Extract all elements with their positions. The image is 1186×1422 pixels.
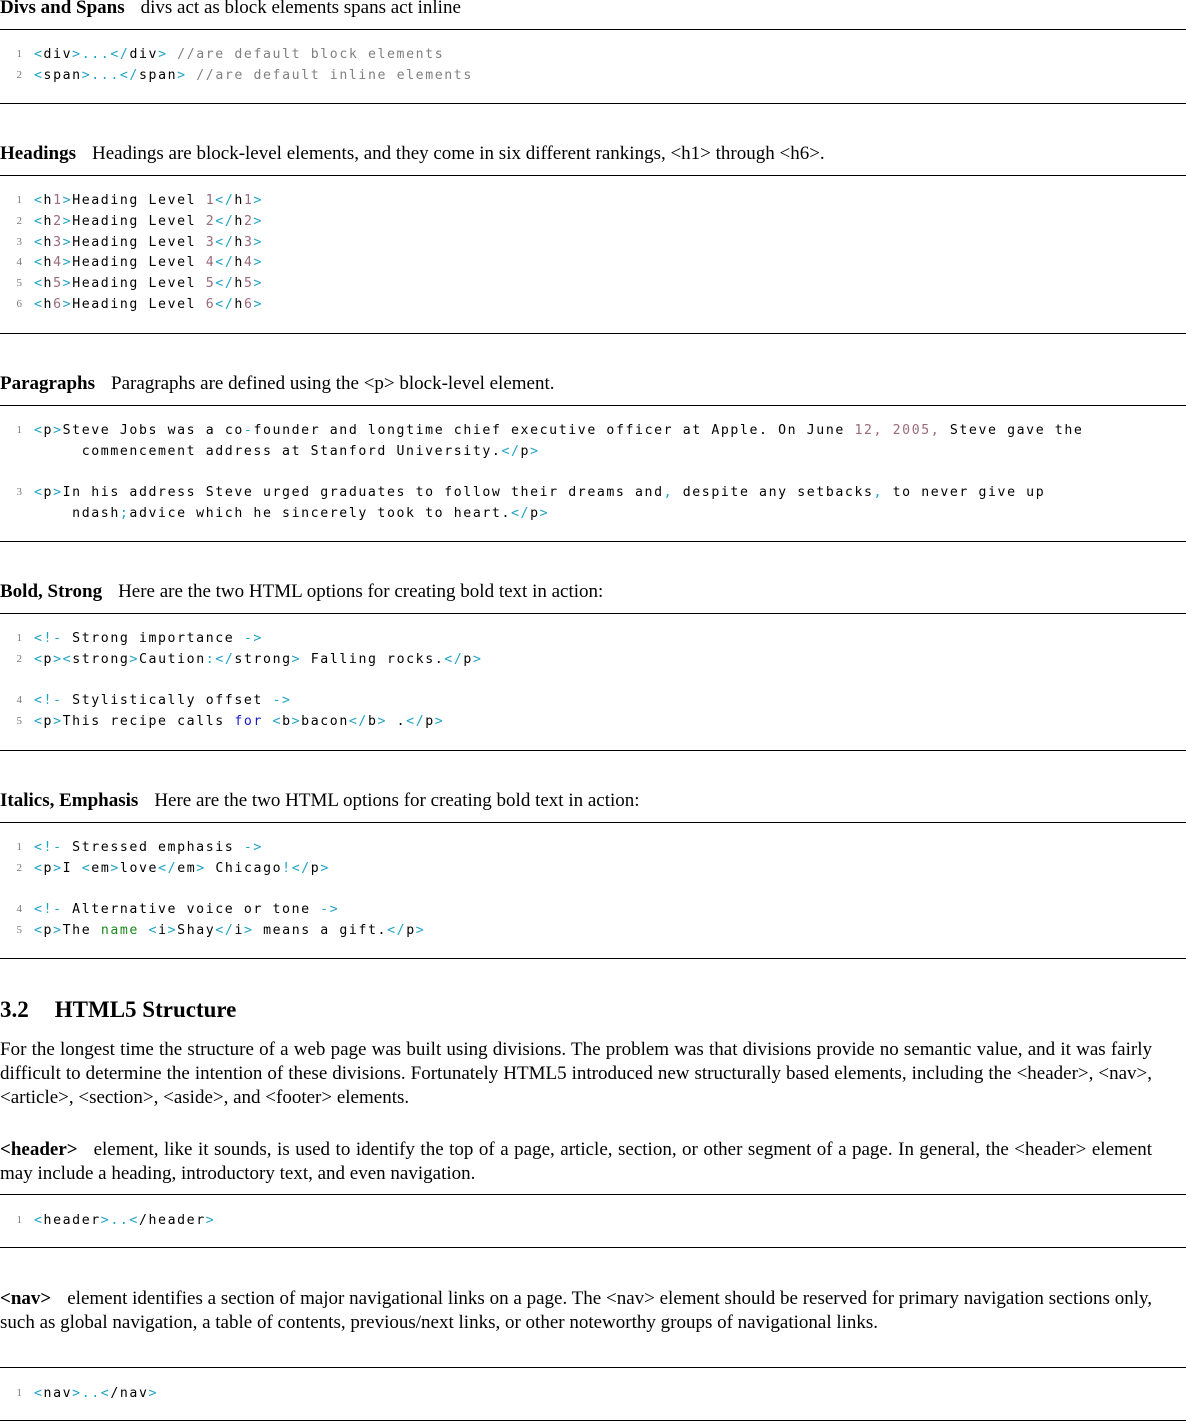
code-token: >: [291, 651, 302, 667]
code-token: The: [62, 923, 101, 939]
code-token: <: [62, 651, 73, 667]
paragraphs-text: Paragraphs are defined using the <p> block-level element.: [111, 373, 555, 394]
code-token: p: [43, 485, 54, 501]
header-heading: <header>: [0, 1139, 78, 1160]
code-token: </: [215, 234, 235, 250]
code-token: h: [43, 193, 54, 208]
line-number: 1: [16, 632, 22, 644]
code-token: </: [215, 651, 235, 667]
code-token: ->: [272, 693, 292, 709]
headings-heading: Headings: [0, 143, 77, 164]
header-text: element, like it sounds, is used to identify the top of a page, article, section, or other segment of a page. In general, the <header> element may include a heading, introductory text, and even navigation.: [0, 1139, 1152, 1184]
code-token: 1: [53, 193, 63, 208]
section-number: 3.2: [0, 997, 29, 1022]
code-token: em: [177, 860, 197, 876]
code-text: [34, 711, 444, 732]
code-token: >..<: [100, 1213, 139, 1228]
code-token: ->: [320, 902, 340, 918]
code-token: >..<: [72, 1386, 111, 1401]
code-token: p: [43, 423, 54, 438]
code-text: [34, 190, 263, 211]
divs-text: divs act as block elements spans act inline: [140, 0, 461, 18]
code-token: b: [282, 714, 292, 730]
code-token: ->: [243, 631, 263, 646]
code-token: p: [43, 651, 54, 667]
code-token: 1: [243, 193, 254, 208]
code-token: p: [463, 651, 473, 667]
code-token: </: [444, 651, 464, 667]
line-number: 3: [16, 486, 22, 499]
code-text: [34, 920, 425, 941]
code-token: <: [34, 297, 44, 312]
code-text: [34, 649, 482, 670]
code-rule-bottom: [0, 541, 1186, 542]
line-number: 2: [16, 652, 22, 665]
line-number: 1: [16, 1387, 22, 1399]
code-token: p: [406, 923, 416, 939]
line-number: 4: [16, 903, 22, 916]
code-text: [34, 252, 263, 273]
line-number: 1: [16, 48, 22, 60]
code-token: <!-: [34, 840, 63, 855]
code-token: </: [406, 714, 426, 730]
code-token: i: [234, 923, 244, 939]
code-token: //are default block elements: [167, 47, 445, 62]
line-number: 6: [16, 298, 22, 310]
code-token: /nav: [110, 1386, 149, 1401]
line-number: 2: [16, 861, 22, 874]
code-token: 6: [53, 297, 63, 312]
code-token: Caution: [138, 651, 206, 667]
code-token: 4: [205, 255, 216, 271]
code-token: >: [167, 923, 178, 939]
code-token: Heading Level: [72, 213, 206, 229]
code-token: >: [62, 255, 73, 271]
code-token: </: [119, 68, 139, 83]
line-number: 1: [16, 194, 22, 206]
code-token: [139, 923, 149, 938]
code-text: [34, 1210, 215, 1231]
code-text: [34, 273, 263, 294]
code-token: h: [234, 255, 244, 271]
code-token: >: [62, 234, 73, 250]
divs-paragraph: [0, 0, 1152, 20]
code-token: >: [377, 714, 388, 730]
nav-text: element identifies a section of major navigational links on a page. The <nav> element should be reserved for primary navigation sections only, such as global navigation, a table of contents, previous/next links, or other noteworthy groups of navigational links.: [0, 1288, 1152, 1333]
code-token: p: [43, 923, 54, 939]
code-token: p: [520, 443, 531, 459]
code-token: >: [53, 423, 63, 438]
code-token: <: [34, 213, 44, 229]
code-token: <: [34, 860, 44, 876]
code-token: <: [34, 276, 44, 292]
code-token: Steve Jobs was a co: [62, 423, 244, 438]
code-rule-top: [0, 175, 1186, 176]
code-token: em: [91, 860, 111, 876]
code-token: </: [215, 193, 235, 208]
code-token: >: [253, 276, 264, 292]
code-token: <: [34, 714, 44, 730]
code-token: b: [367, 714, 378, 730]
line-number: 5: [16, 277, 22, 290]
italics-heading: Italics, Emphasis: [0, 790, 139, 811]
code-token: This recipe calls: [62, 714, 235, 730]
section-title: [0, 997, 236, 1023]
code-token: div: [129, 47, 159, 62]
code-token: name: [100, 923, 139, 939]
code-text: [34, 1383, 158, 1404]
code-token: Alternative voice or tone: [62, 902, 321, 918]
code-rule-bottom: [0, 1247, 1186, 1248]
code-text: [34, 232, 263, 253]
code-token: means a gift.: [253, 923, 388, 939]
code-token: <: [34, 1386, 44, 1401]
code-token: Falling rocks.: [301, 651, 445, 667]
code-token: 1: [205, 193, 216, 208]
code-token: <: [34, 1213, 44, 1228]
code-token: advice which he sincerely took to heart.: [129, 506, 511, 522]
code-token: 12, 2005,: [854, 423, 941, 438]
code-token: <: [148, 923, 159, 939]
code-token: <: [34, 47, 44, 62]
code-token: i: [158, 923, 168, 939]
line-number: 2: [16, 214, 22, 227]
code-token: div: [43, 47, 73, 62]
code-token: >: [434, 714, 445, 730]
code-token: </: [215, 255, 235, 271]
code-token: /header: [138, 1213, 206, 1228]
code-token: 5: [205, 276, 216, 292]
italics-paragraph: [0, 789, 1152, 813]
code-token: >: [253, 193, 264, 208]
code-token: >: [205, 1213, 216, 1228]
code-token: >: [177, 68, 187, 83]
code-token: Chicago: [205, 860, 283, 876]
code-token: </: [348, 714, 368, 730]
code-token: p: [43, 714, 54, 730]
code-token: [263, 714, 273, 729]
code-token: </: [511, 506, 531, 522]
code-token: 4: [53, 255, 63, 271]
code-token: >: [129, 651, 139, 667]
code-text: [34, 503, 549, 524]
line-number: 4: [16, 694, 22, 707]
code-token: h: [43, 276, 54, 292]
line-number: 1: [16, 424, 22, 436]
code-text: [34, 899, 339, 920]
code-token: >: [320, 860, 330, 876]
code-token: >: [253, 255, 264, 271]
code-token: >: [53, 923, 63, 939]
code-token: 2: [243, 213, 254, 229]
code-text: [34, 441, 540, 462]
line-number: 5: [16, 715, 22, 728]
code-token: commencement address at Stanford University.: [34, 443, 502, 459]
code-token: In his address Steve urged graduates to follow their dreams and: [62, 485, 664, 501]
code-token: </: [158, 860, 178, 876]
code-token: p: [530, 506, 540, 522]
code-token: to never give up: [883, 485, 1046, 501]
code-token: </: [291, 860, 311, 876]
code-rule-bottom: [0, 103, 1186, 104]
italics-text: Here are the two HTML options for creating bold text in action:: [154, 790, 640, 811]
code-text: [34, 65, 473, 86]
code-token: <: [81, 860, 92, 876]
code-rule-top: [0, 405, 1186, 406]
code-text: [34, 420, 1083, 441]
section-title-text: HTML5 Structure: [54, 997, 237, 1022]
code-token: nav: [43, 1386, 73, 1401]
paragraphs-heading: Paragraphs: [0, 373, 95, 394]
code-token: h: [234, 297, 244, 312]
code-token: </: [501, 443, 521, 459]
code-rule-top: [0, 613, 1186, 614]
code-token: <: [34, 234, 44, 250]
code-token: <: [34, 193, 44, 208]
code-token: -: [243, 423, 254, 438]
bold-heading: Bold, Strong: [0, 581, 103, 602]
code-token: </: [110, 47, 130, 62]
code-token: !: [282, 860, 292, 876]
code-token: strong: [72, 651, 130, 667]
code-text: [34, 858, 330, 879]
code-token: <: [34, 923, 44, 939]
code-rule-bottom: [0, 1420, 1186, 1421]
code-rule-bottom: [0, 958, 1186, 959]
code-token: //are default inline elements: [186, 68, 473, 83]
headings-paragraph: [0, 142, 1152, 166]
code-token: 3: [53, 234, 63, 250]
code-token: 3: [243, 234, 254, 250]
code-token: <: [272, 714, 283, 730]
code-rule-top: [0, 29, 1186, 30]
code-token: >: [110, 860, 120, 876]
code-text: [34, 837, 263, 858]
code-token: >: [81, 68, 92, 83]
code-token: <: [34, 255, 44, 271]
code-token: 5: [243, 276, 254, 292]
line-number: 1: [16, 1214, 22, 1226]
code-token: </: [215, 923, 235, 939]
code-token: Heading Level: [72, 193, 206, 208]
code-token: >: [62, 193, 73, 208]
code-token: founder and longtime chief executive officer at Apple. On June: [253, 423, 855, 438]
code-token: <: [34, 485, 44, 501]
code-token: <: [34, 68, 44, 83]
code-text: [34, 44, 444, 65]
code-token: ;: [119, 506, 130, 522]
code-token: Shay: [177, 923, 216, 939]
code-text: [34, 211, 263, 232]
code-token: ,: [873, 485, 884, 501]
code-token: I: [62, 860, 82, 876]
code-token: >: [530, 443, 540, 459]
code-rule-top: [0, 822, 1186, 823]
code-rule-top: [0, 1367, 1186, 1368]
code-token: Heading Level: [72, 276, 206, 292]
headings-text: Headings are block-level elements, and they come in six different rankings, <h1> through <h6>.: [92, 143, 825, 164]
code-token: <: [34, 423, 44, 438]
code-token: Heading Level: [72, 255, 206, 271]
code-token: :: [205, 651, 216, 667]
code-token: >: [62, 213, 73, 229]
divs-heading: Divs and Spans: [0, 0, 125, 18]
line-number: 4: [16, 256, 22, 269]
code-token: bacon: [301, 714, 349, 730]
code-token: 6: [243, 297, 254, 312]
code-token: >: [472, 651, 483, 667]
code-token: </: [387, 923, 407, 939]
code-token: </: [215, 276, 235, 292]
code-text: [34, 294, 263, 315]
line-number: 1: [16, 841, 22, 853]
line-number: 2: [16, 69, 22, 81]
code-token: p: [310, 860, 321, 876]
code-token: header: [43, 1213, 101, 1228]
section-intro: For the longest time the structure of a web page was built using divisions. The problem was that divisions provide no semantic value, and it was fairly difficult to determine the intention of these divisions. Fortunately HTML5 introduced new structurally based elements, including the <header>, <nav>, <article>, <section>, <aside>, and <footer> elements.: [0, 1039, 1152, 1108]
code-token: >: [253, 213, 264, 229]
code-rule-bottom: [0, 750, 1186, 751]
code-token: strong: [234, 651, 292, 667]
code-token: ->: [243, 840, 263, 855]
code-text: [34, 482, 1045, 503]
code-token: </: [215, 297, 235, 312]
code-token: <!-: [34, 902, 63, 918]
code-token: p: [43, 860, 54, 876]
code-token: <!-: [34, 631, 63, 646]
code-token: p: [425, 714, 435, 730]
code-token: >: [62, 276, 73, 292]
code-token: h: [43, 213, 54, 229]
code-token: span: [43, 68, 82, 83]
code-token: >: [53, 485, 63, 501]
code-token: .: [387, 714, 407, 730]
code-token: >: [243, 923, 254, 939]
line-number: 5: [16, 924, 22, 937]
code-token: h: [234, 276, 244, 292]
nav-heading: <nav>: [0, 1288, 52, 1309]
code-token: 3: [205, 234, 216, 250]
code-token: </: [215, 213, 235, 229]
code-token: span: [138, 68, 178, 83]
code-text: [34, 690, 292, 711]
code-token: >: [253, 234, 264, 250]
code-token: ...: [91, 68, 120, 83]
code-token: <: [34, 651, 44, 667]
code-token: h: [43, 297, 54, 312]
code-token: Stylistically offset: [62, 693, 273, 709]
code-token: >: [415, 923, 426, 939]
code-token: >: [158, 47, 168, 62]
code-token: h: [234, 234, 244, 250]
code-token: Strong importance: [62, 631, 244, 646]
code-token: ...: [81, 47, 111, 62]
bold-text: Here are the two HTML options for creating bold text in action:: [118, 581, 604, 602]
code-token: >: [253, 297, 264, 312]
code-token: h: [234, 193, 244, 208]
code-rule-bottom: [0, 333, 1186, 334]
code-token: <!-: [34, 693, 63, 709]
code-token: >: [53, 860, 63, 876]
code-token: >: [196, 860, 206, 876]
line-number: 3: [16, 235, 22, 248]
paragraphs-paragraph: [0, 372, 1152, 396]
code-token: Heading Level: [72, 234, 206, 250]
code-token: 5: [53, 276, 63, 292]
code-token: Steve gave the: [940, 423, 1084, 438]
nav-paragraph: [0, 1287, 1152, 1335]
code-token: 2: [205, 213, 216, 229]
code-token: >: [62, 297, 73, 312]
code-token: 4: [243, 255, 254, 271]
code-token: Stressed emphasis: [62, 840, 244, 855]
code-token: for: [234, 714, 263, 730]
code-token: >: [148, 1386, 159, 1401]
code-token: despite any setbacks: [673, 485, 874, 501]
code-token: Heading Level: [72, 297, 206, 312]
code-token: ,: [663, 485, 674, 501]
code-token: >: [539, 506, 550, 522]
code-token: h: [43, 234, 54, 250]
code-text: [34, 628, 263, 649]
code-token: h: [43, 255, 54, 271]
code-token: >: [291, 714, 302, 730]
bold-paragraph: [0, 580, 1152, 604]
code-token: 6: [205, 297, 216, 312]
code-rule-top: [0, 1194, 1186, 1195]
code-token: ndash: [34, 506, 120, 522]
code-token: 2: [53, 213, 63, 229]
code-token: >: [53, 714, 63, 730]
code-token: >: [53, 651, 63, 667]
code-token: love: [119, 860, 159, 876]
header-paragraph: [0, 1138, 1152, 1186]
code-token: >: [72, 47, 82, 62]
code-token: h: [234, 213, 244, 229]
